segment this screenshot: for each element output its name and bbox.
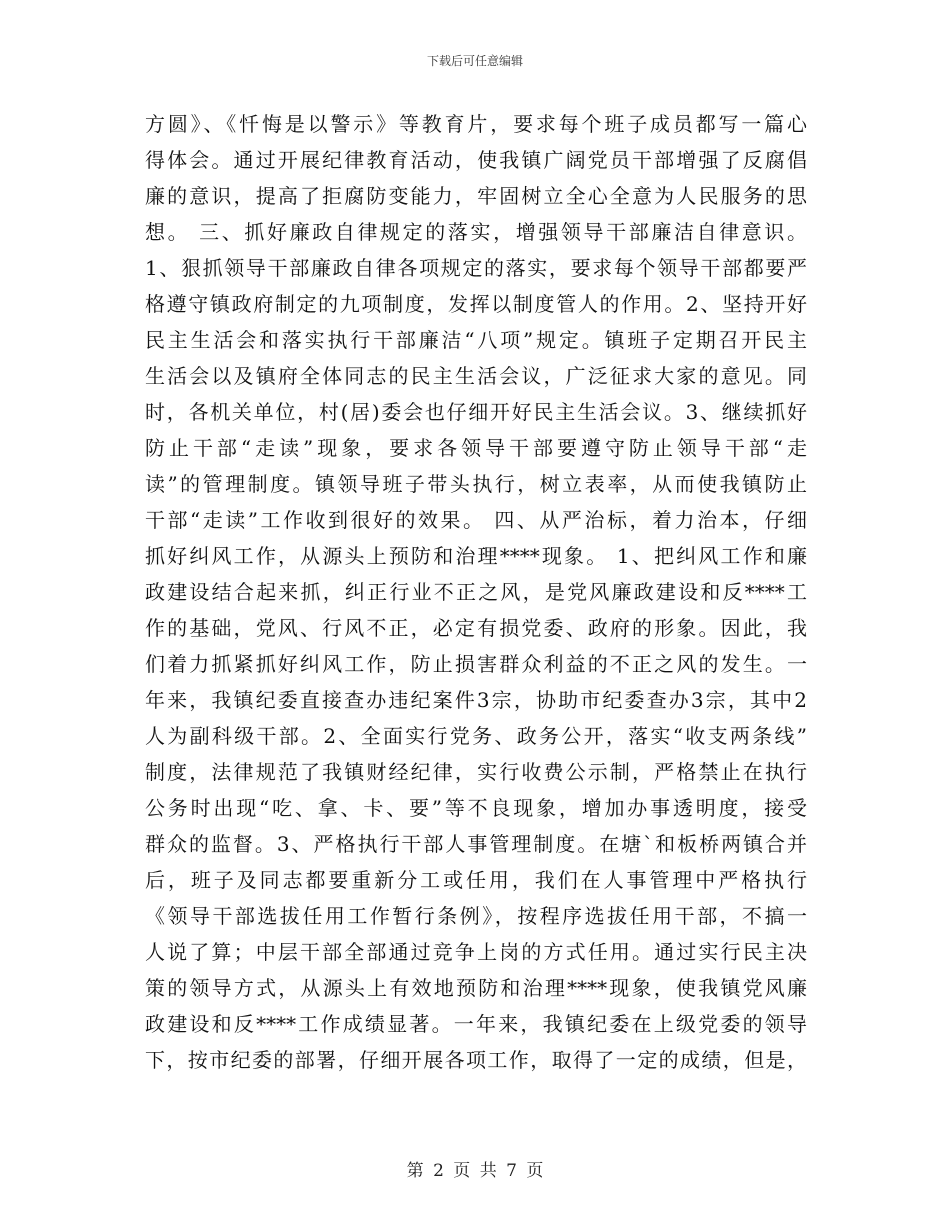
text-line: 人说了算；中层干部全部通过竞争上岗的方式任用。通过实行民主决 <box>145 940 807 964</box>
page-header: 下载后可任意编辑 <box>426 54 523 68</box>
text-line: 防止干部“走读”现象，要求各领导干部要遵守防止领导干部“走 <box>145 436 807 460</box>
text-line: 方圆》、《忏悔是以警示》等教育片，要求每个班子成员都写一篇心 <box>145 112 807 136</box>
text-line: 廉的意识，提高了拒腐防变能力，牢固树立全心全意为人民服务的思 <box>145 184 807 208</box>
text-line: 政建设和反****工作成绩显著。一年来，我镇纪委在上级党委的领导 <box>145 1012 807 1036</box>
text-line: 格遵守镇政府制定的九项制度，发挥以制度管人的作用。2、坚持开好 <box>145 292 807 316</box>
text-line: 下，按市纪委的部署，仔细开展各项工作，取得了一定的成绩，但是， <box>145 1048 807 1072</box>
text-line: 制度，法律规范了我镇财经纪律，实行收费公示制，严格禁止在执行 <box>145 760 807 784</box>
text-line: 作的基础，党风、行风不正，必定有损党委、政府的形象。因此，我 <box>145 616 807 640</box>
text-line: 得体会。通过开展纪律教育活动，使我镇广阔党员干部增强了反腐倡 <box>145 148 807 172</box>
text-line: 时，各机关单位，村(居)委会也仔细开好民主生活会议。3、继续抓好 <box>145 400 807 424</box>
text-line: 公务时出现“吃、拿、卡、要”等不良现象，增加办事透明度，接受 <box>145 796 807 820</box>
body-text <box>145 106 807 1078</box>
page-footer: 第 2 页 共 7 页 <box>406 1161 544 1181</box>
text-line: 生活会以及镇府全体同志的民主生活会议，广泛征求大家的意见。同 <box>145 364 807 388</box>
text-line: 民主生活会和落实执行干部廉洁“八项”规定。镇班子定期召开民主 <box>145 328 807 352</box>
text-line: 1、狠抓领导干部廉政自律各项规定的落实，要求每个领导干部都要严 <box>145 256 807 280</box>
text-line: 群众的监督。3、严格执行干部人事管理制度。在塘`和板桥两镇合并 <box>145 832 807 856</box>
text-line: 后，班子及同志都要重新分工或任用，我们在人事管理中严格执行 <box>145 868 807 892</box>
text-line: 《领导干部选拔任用工作暂行条例》，按程序选拔任用干部，不搞一 <box>145 904 807 928</box>
text-line: 政建设结合起来抓，纠正行业不正之风，是党风廉政建设和反****工 <box>145 580 807 604</box>
text-line: 人为副科级干部。2、全面实行党务、政务公开，落实“收支两条线” <box>145 724 807 748</box>
text-line: 们着力抓紧抓好纠风工作，防止损害群众利益的不正之风的发生。一 <box>145 652 807 676</box>
text-line: 干部“走读”工作收到很好的效果。 四、从严治标，着力治本，仔细 <box>145 508 807 532</box>
text-line: 想。 三、抓好廉政自律规定的落实，增强领导干部廉洁自律意识。 <box>145 220 807 244</box>
text-line: 读”的管理制度。镇领导班子带头执行，树立表率，从而使我镇防止 <box>145 472 807 496</box>
text-line: 年来，我镇纪委直接查办违纪案件3宗，协助市纪委查办3宗，其中2 <box>145 688 807 712</box>
text-line: 抓好纠风工作，从源头上预防和治理****现象。 1、把纠风工作和廉 <box>145 544 807 568</box>
text-line: 策的领导方式，从源头上有效地预防和治理****现象，使我镇党风廉 <box>145 976 807 1000</box>
